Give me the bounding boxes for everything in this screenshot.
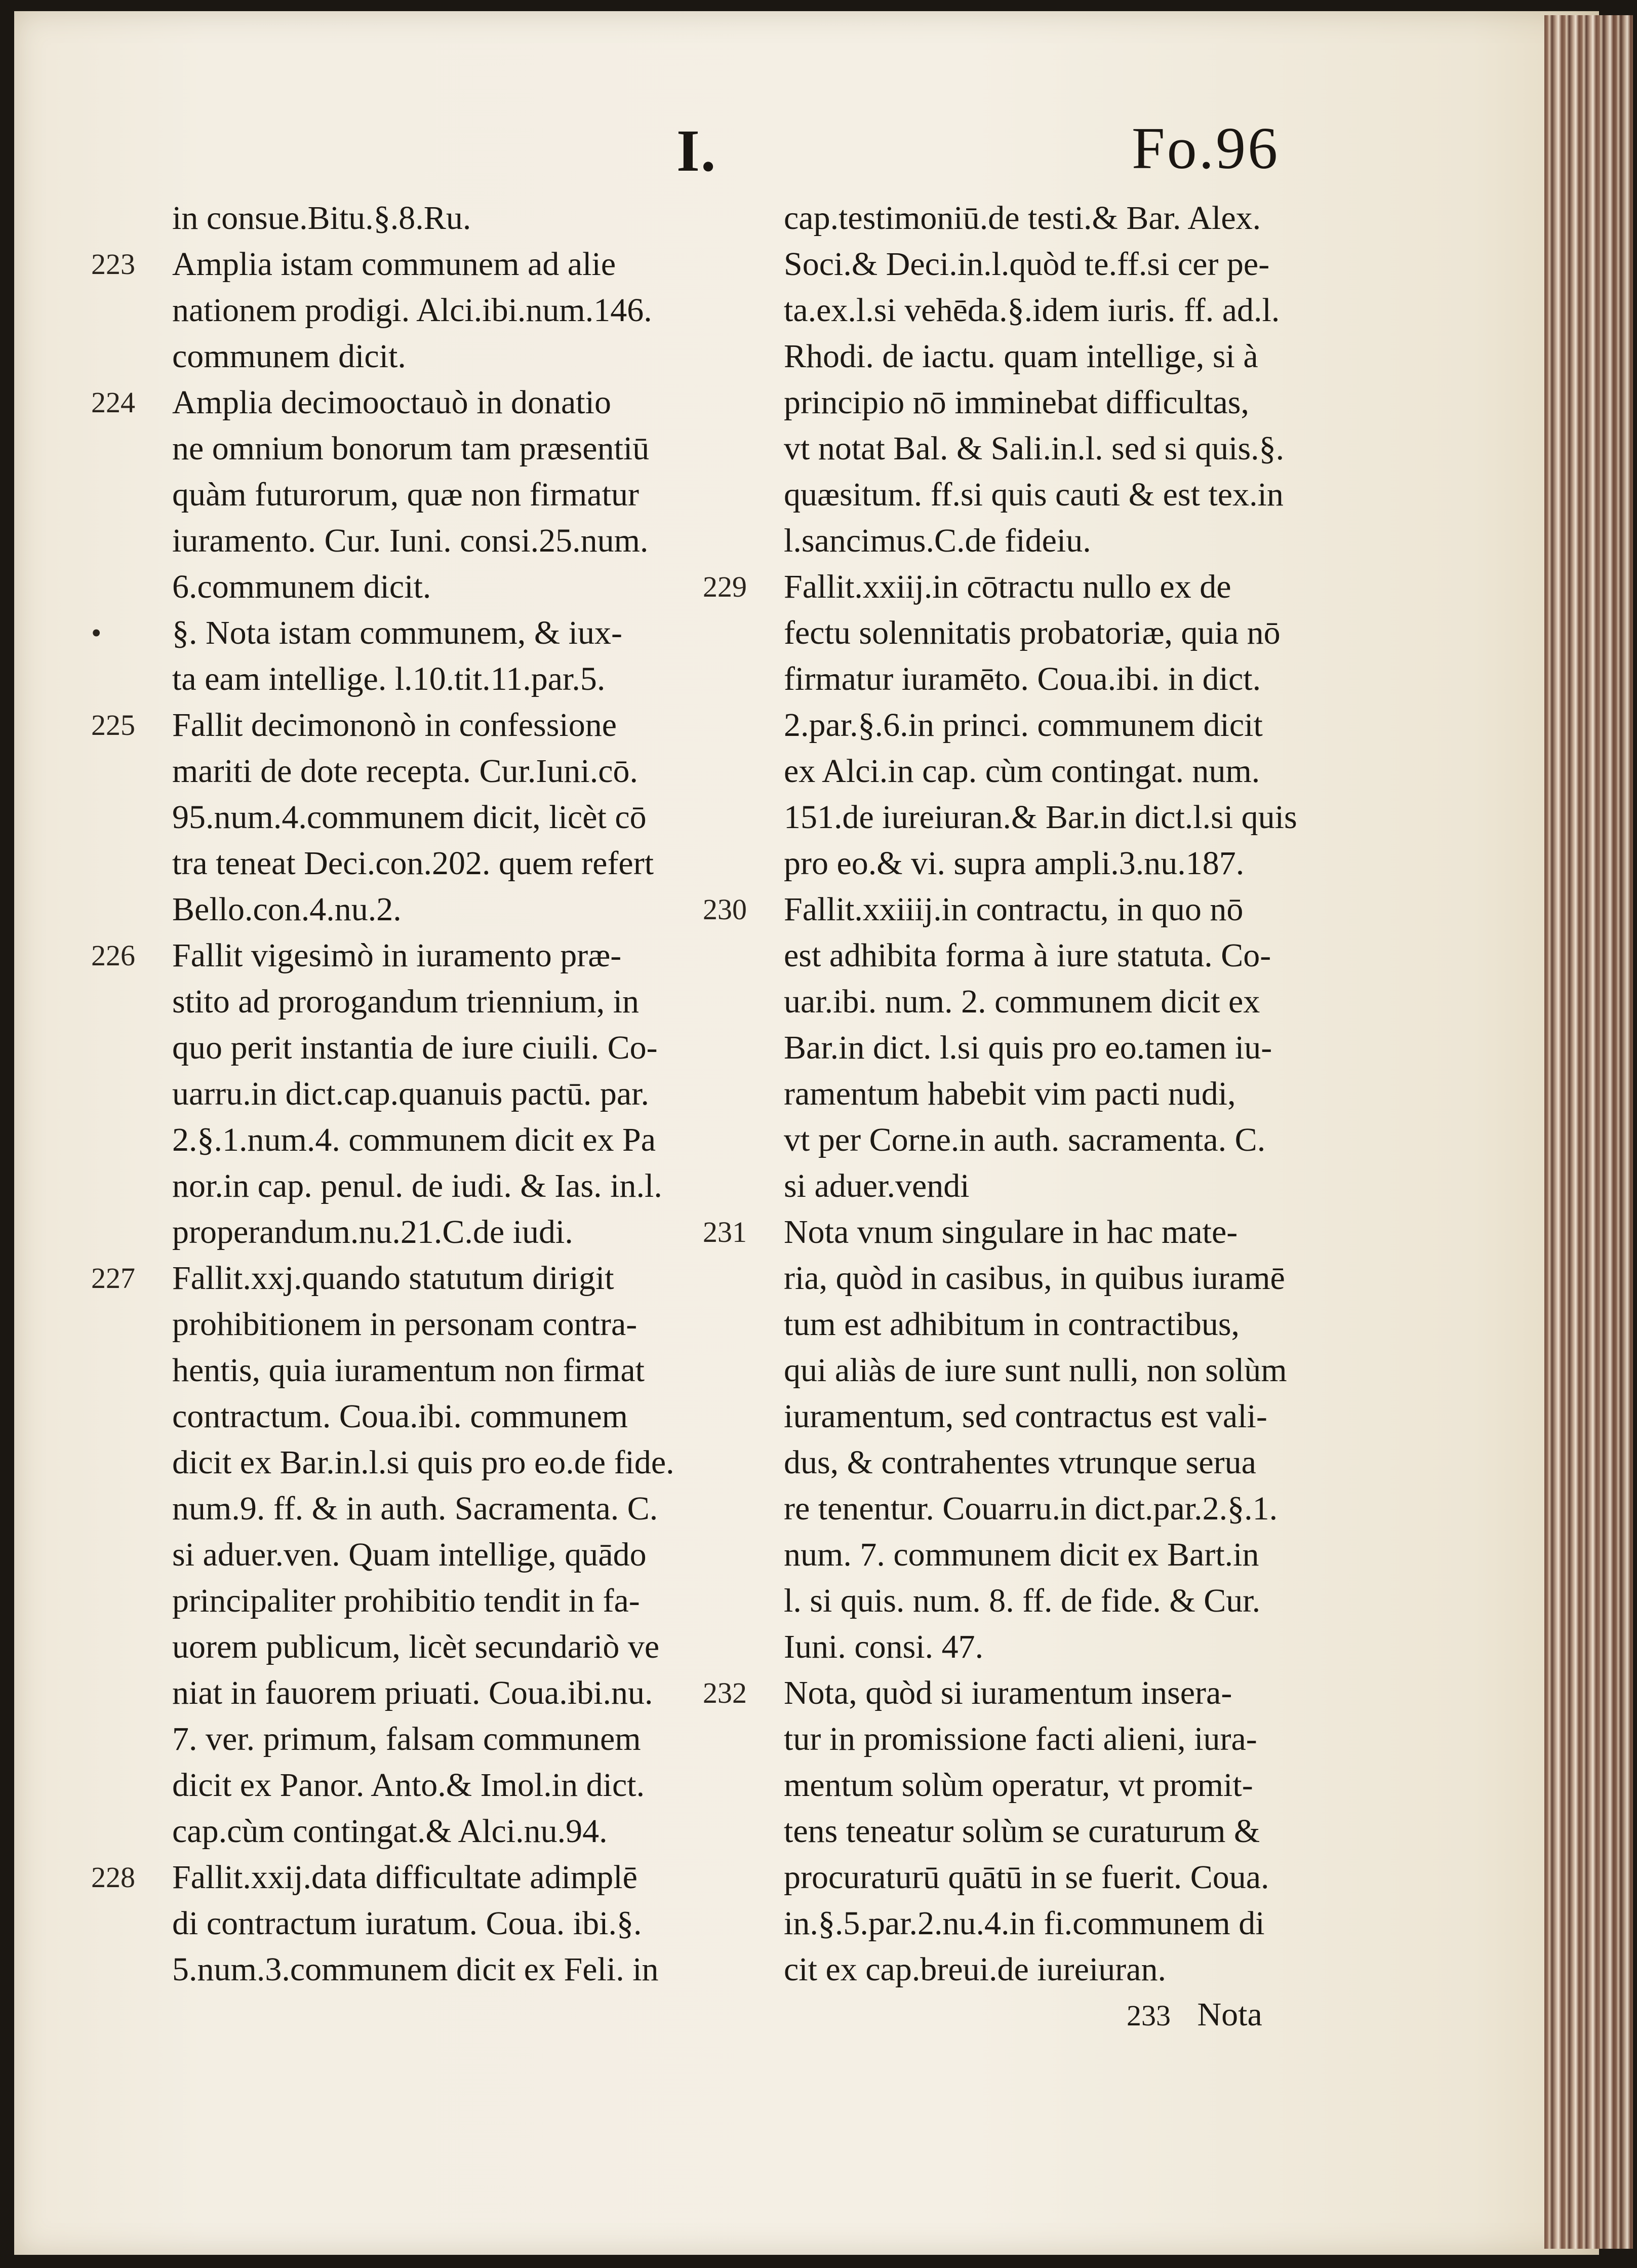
- text-line: l. si quis. num. 8. ff. de fide. & Cur.: [784, 1582, 1261, 1619]
- text-line: Amplia istam communem ad alie: [172, 246, 616, 283]
- text-line: vt per Corne.in auth. sacramenta. C.: [784, 1121, 1266, 1158]
- text-line: Nota vnum singulare in hac mate-: [784, 1214, 1238, 1250]
- paragraph-entry: [91, 610, 689, 702]
- text-line: principaliter prohibitio tendit in fa-: [172, 1582, 640, 1619]
- page-edge: [1544, 15, 1633, 2249]
- text-line: dicit ex Panor. Anto.& Imol.in dict.: [172, 1767, 645, 1804]
- text-line: Nota, quòd si iuramentum insera-: [784, 1674, 1232, 1711]
- text-line: prohibitionem in personam contra-: [172, 1306, 637, 1343]
- text-line: ta.ex.l.si vehēda.§.idem iuris. ff. ad.l.: [784, 292, 1280, 329]
- text-line: l.sancimus.C.de fideiu.: [784, 522, 1091, 559]
- text-line: contractum. Coua.ibi. communem: [172, 1398, 628, 1435]
- text-line: procuraturū quātū in se fuerit. Coua.: [784, 1859, 1269, 1896]
- text-line: Iuni. consi. 47.: [784, 1628, 984, 1665]
- entry-number: 231: [703, 1216, 747, 1248]
- text-line: mentum solùm operatur, vt promit-: [784, 1767, 1253, 1804]
- text-line: dicit ex Bar.in.l.si quis pro eo.de fide.: [172, 1444, 674, 1481]
- entry-number: •: [91, 616, 102, 649]
- text-line: ta eam intellige. l.10.tit.11.par.5.: [172, 660, 606, 697]
- text-line: qui aliàs de iure sunt nulli, non solùm: [784, 1352, 1287, 1389]
- entry-number: 223: [91, 248, 135, 281]
- text-line: stito ad prorogandum triennium, in: [172, 983, 640, 1020]
- paragraph-entry: [91, 195, 689, 241]
- text-line: hentis, quia iuramentum non firmat: [172, 1352, 645, 1389]
- text-line: 7. ver. primum, falsam communem: [172, 1720, 641, 1757]
- text-line: si aduer.vendi: [784, 1167, 970, 1204]
- paragraph-entry: [91, 379, 689, 610]
- catchword: [1127, 1996, 1262, 2034]
- text-line: communem dicit.: [172, 338, 406, 375]
- text-line: tens teneatur solùm se curaturum &: [784, 1813, 1260, 1850]
- text-line: num. 7. communem dicit ex Bart.in: [784, 1536, 1259, 1573]
- text-line: ne omnium bonorum tam præsentiū: [172, 430, 650, 467]
- text-line: 2.§.1.num.4. communem dicit ex Pa: [172, 1121, 656, 1158]
- text-line: 2.par.§.6.in princi. communem dicit: [784, 707, 1263, 744]
- text-line: in.§.5.par.2.nu.4.in fi.communem di: [784, 1905, 1265, 1942]
- text-line: dus, & contrahentes vtrunque serua: [784, 1444, 1256, 1481]
- text-line: tur in promissione facti alieni, iura-: [784, 1720, 1257, 1757]
- text-line: nor.in cap. penul. de iudi. & Ias. in.l.: [172, 1167, 662, 1204]
- paragraph-entry: [703, 886, 1303, 1209]
- text-line: quàm futurorum, quæ non firmatur: [172, 476, 640, 513]
- entry-number: 229: [703, 570, 747, 603]
- text-line: iuramento. Cur. Iuni. consi.25.num.: [172, 522, 649, 559]
- entry-number: 225: [91, 709, 135, 741]
- text-line: niat in fauorem priuati. Coua.ibi.nu.: [172, 1674, 653, 1711]
- text-line: di contractum iuratum. Coua. ibi.§.: [172, 1905, 642, 1942]
- paragraph-entry: [91, 702, 689, 932]
- text-line: tum est adhibitum in contractibus,: [784, 1306, 1240, 1343]
- text-line: §. Nota istam communem, & iux-: [172, 614, 623, 651]
- text-line: Fallit.xxij.data difficultate adimplē: [172, 1859, 637, 1896]
- text-line: quo perit instantia de iure ciuili. Co-: [172, 1029, 658, 1066]
- paragraph-entry: [91, 1255, 689, 1854]
- folio-number: Fo.96: [1132, 115, 1280, 181]
- text-line: firmatur iuramēto. Coua.ibi. in dict.: [784, 660, 1261, 697]
- text-line: Fallit vigesimò in iuramento præ-: [172, 937, 622, 974]
- right-column: [703, 195, 1303, 1992]
- text-line: num.9. ff. & in auth. Sacramenta. C.: [172, 1490, 658, 1527]
- text-line: 6.communem dicit.: [172, 568, 431, 605]
- text-line: properandum.nu.21.C.de iudi.: [172, 1214, 573, 1250]
- paragraph-entry: [91, 241, 689, 379]
- catchword-text: Nota: [1197, 1996, 1262, 2033]
- text-line: mariti de dote recepta. Cur.Iuni.cō.: [172, 753, 638, 790]
- text-line: pro eo.& vi. supra ampli.3.nu.187.: [784, 845, 1245, 882]
- text-line: uorem publicum, licèt secundariò ve: [172, 1628, 660, 1665]
- text-line: Fallit decimononò in confessione: [172, 707, 617, 744]
- text-line: quæsitum. ff.si quis cauti & est tex.in: [784, 476, 1284, 513]
- text-line: Bar.in dict. l.si quis pro eo.tamen iu-: [784, 1029, 1272, 1066]
- paragraph-entry: [703, 564, 1303, 886]
- text-line: Amplia decimooctauò in donatio: [172, 384, 611, 421]
- signature-mark: I.: [676, 118, 717, 184]
- entry-number: 228: [91, 1861, 135, 1894]
- text-line: Rhodi. de iactu. quam intellige, si à: [784, 338, 1258, 375]
- paragraph-entry: [703, 1670, 1303, 1992]
- text-line: ex Alci.in cap. cùm contingat. num.: [784, 753, 1260, 790]
- text-line: 5.num.3.communem dicit ex Feli. in: [172, 1951, 659, 1988]
- text-line: iuramentum, sed contractus est vali-: [784, 1398, 1267, 1435]
- entry-number: 226: [91, 939, 135, 972]
- catchword-number: 233: [1127, 1999, 1171, 2032]
- text-line: in consue.Bitu.§.8.Ru.: [172, 200, 471, 237]
- entry-number: 232: [703, 1676, 747, 1709]
- text-line: 151.de iureiuran.& Bar.in dict.l.si quis: [784, 799, 1297, 836]
- paragraph-entry: [91, 1854, 689, 1992]
- text-line: ria, quòd in casibus, in quibus iuramē: [784, 1260, 1285, 1297]
- paragraph-entry: [91, 932, 689, 1255]
- text-line: ramentum habebit vim pacti nudi,: [784, 1075, 1236, 1112]
- text-line: Fallit.xxj.quando statutum dirigit: [172, 1260, 614, 1297]
- text-line: si aduer.ven. Quam intellige, quādo: [172, 1536, 647, 1573]
- text-line: cit ex cap.breui.de iureiuran.: [784, 1951, 1166, 1988]
- paragraph-entry: [703, 1209, 1303, 1670]
- text-line: cap.testimoniū.de testi.& Bar. Alex.: [784, 200, 1261, 237]
- entry-number: 227: [91, 1262, 135, 1295]
- text-line: re tenentur. Couarru.in dict.par.2.§.1.: [784, 1490, 1278, 1527]
- text-line: Fallit.xxiiij.in contractu, in quo nō: [784, 891, 1244, 928]
- text-line: Fallit.xxiij.in cōtractu nullo ex de: [784, 568, 1231, 605]
- text-line: tra teneat Deci.con.202. quem refert: [172, 845, 654, 882]
- entry-number: 230: [703, 893, 747, 926]
- paragraph-entry: [703, 195, 1303, 564]
- left-column: [91, 195, 689, 1992]
- text-line: 95.num.4.communem dicit, licèt cō: [172, 799, 647, 836]
- entry-number: 224: [91, 386, 135, 419]
- text-line: fectu solennitatis probatoriæ, quia nō: [784, 614, 1281, 651]
- text-line: Bello.con.4.nu.2.: [172, 891, 402, 928]
- text-line: Soci.& Deci.in.l.quòd te.ff.si cer pe-: [784, 246, 1270, 283]
- text-line: vt notat Bal. & Sali.in.l. sed si quis.§.: [784, 430, 1285, 467]
- text-line: principio nō imminebat difficultas,: [784, 384, 1249, 421]
- text-line: uar.ibi. num. 2. communem dicit ex: [784, 983, 1260, 1020]
- text-line: cap.cùm contingat.& Alci.nu.94.: [172, 1813, 608, 1850]
- text-line: nationem prodigi. Alci.ibi.num.146.: [172, 292, 652, 329]
- text-line: uarru.in dict.cap.quanuis pactū. par.: [172, 1075, 650, 1112]
- text-line: est adhibita forma à iure statuta. Co-: [784, 937, 1271, 974]
